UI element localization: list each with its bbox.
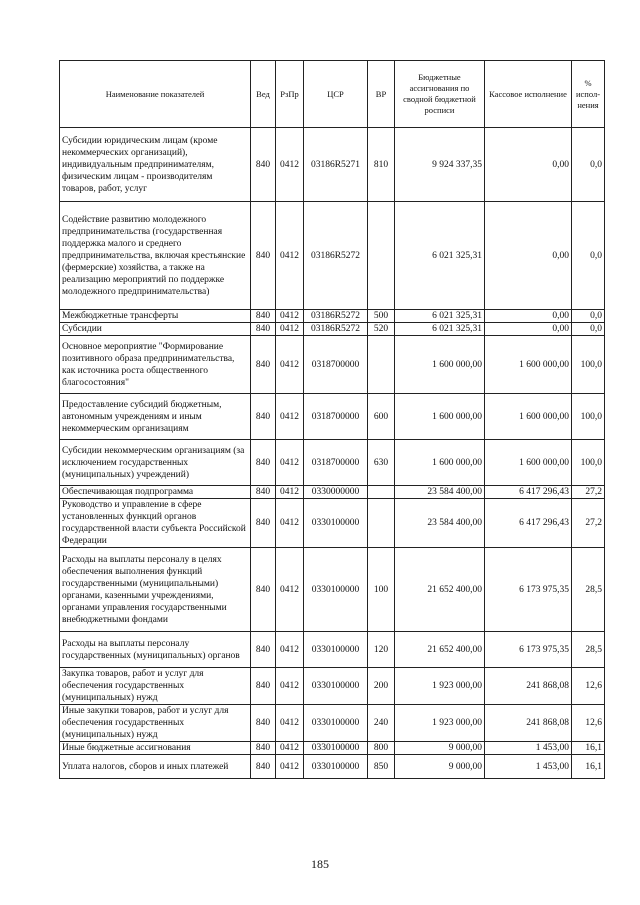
cell-rzpr: 0412 xyxy=(276,486,304,499)
cell-percent: 28,5 xyxy=(572,548,605,632)
cell-percent: 16,1 xyxy=(572,755,605,779)
cell-vr xyxy=(368,499,395,548)
cell-csr: 03186R5271 xyxy=(304,128,368,202)
cell-csr: 0330100000 xyxy=(304,755,368,779)
cell-vr: 630 xyxy=(368,440,395,486)
table-row xyxy=(60,705,605,742)
cell-rzpr: 0412 xyxy=(276,632,304,668)
cell-percent: 16,1 xyxy=(572,742,605,755)
cell-assignments: 1 600 000,00 xyxy=(395,440,485,486)
cell-cash-execution: 1 600 000,00 xyxy=(485,440,572,486)
cell-percent: 0,0 xyxy=(572,128,605,202)
header-csr: ЦСР xyxy=(304,61,368,128)
cell-cash-execution: 6 173 975,35 xyxy=(485,548,572,632)
cell-percent: 100,0 xyxy=(572,440,605,486)
cell-assignments: 9 000,00 xyxy=(395,755,485,779)
cell-ved: 840 xyxy=(251,668,276,705)
cell-csr: 0330100000 xyxy=(304,632,368,668)
cell-rzpr: 0412 xyxy=(276,668,304,705)
cell-percent: 28,5 xyxy=(572,632,605,668)
header-percent: % испол-нения xyxy=(572,61,605,128)
cell-ved: 840 xyxy=(251,705,276,742)
cell-rzpr: 0412 xyxy=(276,202,304,310)
cell-percent: 27,2 xyxy=(572,486,605,499)
cell-csr: 0330100000 xyxy=(304,499,368,548)
cell-percent: 0,0 xyxy=(572,202,605,310)
cell-name: Субсидии юридическим лицам (кроме некоммерческих организаций), индивидуальным предпринимателям, физическим лицам - производителям товаров, работ, услуг xyxy=(60,128,251,202)
cell-csr: 03186R5272 xyxy=(304,310,368,323)
table-header-row xyxy=(60,61,605,128)
cell-cash-execution: 0,00 xyxy=(485,323,572,336)
cell-name: Расходы на выплаты персоналу государственных (муниципальных) органов xyxy=(60,632,251,668)
cell-percent: 27,2 xyxy=(572,499,605,548)
cell-name: Закупка товаров, работ и услуг для обеспечения государственных (муниципальных) нужд xyxy=(60,668,251,705)
cell-assignments: 9 924 337,35 xyxy=(395,128,485,202)
table-row xyxy=(60,548,605,632)
table-row xyxy=(60,668,605,705)
cell-vr: 520 xyxy=(368,323,395,336)
cell-ved: 840 xyxy=(251,128,276,202)
cell-csr: 03186R5272 xyxy=(304,202,368,310)
cell-cash-execution: 6 417 296,43 xyxy=(485,499,572,548)
cell-assignments: 1 923 000,00 xyxy=(395,705,485,742)
table-row xyxy=(60,202,605,310)
cell-csr: 0330100000 xyxy=(304,668,368,705)
cell-percent: 12,6 xyxy=(572,705,605,742)
cell-cash-execution: 6 173 975,35 xyxy=(485,632,572,668)
cell-rzpr: 0412 xyxy=(276,742,304,755)
table-row xyxy=(60,742,605,755)
cell-ved: 840 xyxy=(251,310,276,323)
cell-vr: 600 xyxy=(368,394,395,440)
cell-ved: 840 xyxy=(251,202,276,310)
cell-cash-execution: 0,00 xyxy=(485,310,572,323)
cell-assignments: 23 584 400,00 xyxy=(395,486,485,499)
table-row xyxy=(60,755,605,779)
cell-rzpr: 0412 xyxy=(276,128,304,202)
cell-name: Содействие развитию молодежного предпринимательства (государственная поддержка малого и среднего предпринимательства, включая крестьянские (фермерские) хозяйства, а также на реализацию мероприятий по поддержке молодежного предпринимательства) xyxy=(60,202,251,310)
cell-name: Иные бюджетные ассигнования xyxy=(60,742,251,755)
cell-vr: 800 xyxy=(368,742,395,755)
header-rzpr: РзПр xyxy=(276,61,304,128)
table-row xyxy=(60,310,605,323)
cell-name: Уплата налогов, сборов и иных платежей xyxy=(60,755,251,779)
table-row xyxy=(60,128,605,202)
cell-rzpr: 0412 xyxy=(276,548,304,632)
cell-csr: 0330100000 xyxy=(304,705,368,742)
cell-rzpr: 0412 xyxy=(276,440,304,486)
cell-percent: 0,0 xyxy=(572,310,605,323)
cell-ved: 840 xyxy=(251,323,276,336)
cell-rzpr: 0412 xyxy=(276,705,304,742)
cell-ved: 840 xyxy=(251,499,276,548)
cell-ved: 840 xyxy=(251,394,276,440)
cell-cash-execution: 1 453,00 xyxy=(485,755,572,779)
cell-percent: 100,0 xyxy=(572,394,605,440)
cell-assignments: 1 600 000,00 xyxy=(395,394,485,440)
cell-cash-execution: 241 868,08 xyxy=(485,705,572,742)
table-row xyxy=(60,486,605,499)
table-body xyxy=(60,128,605,779)
cell-vr: 500 xyxy=(368,310,395,323)
cell-rzpr: 0412 xyxy=(276,323,304,336)
cell-assignments: 6 021 325,31 xyxy=(395,323,485,336)
cell-vr xyxy=(368,486,395,499)
table-row xyxy=(60,499,605,548)
cell-percent: 0,0 xyxy=(572,323,605,336)
cell-rzpr: 0412 xyxy=(276,755,304,779)
cell-ved: 840 xyxy=(251,548,276,632)
table-row xyxy=(60,394,605,440)
cell-cash-execution: 1 600 000,00 xyxy=(485,336,572,394)
cell-vr xyxy=(368,202,395,310)
cell-assignments: 23 584 400,00 xyxy=(395,499,485,548)
cell-ved: 840 xyxy=(251,440,276,486)
cell-ved: 840 xyxy=(251,755,276,779)
header-cash-execution: Кассовое исполнение xyxy=(485,61,572,128)
cell-percent: 100,0 xyxy=(572,336,605,394)
cell-vr: 850 xyxy=(368,755,395,779)
cell-name: Иные закупки товаров, работ и услуг для обеспечения государственных (муниципальных) нужд xyxy=(60,705,251,742)
cell-csr: 0330000000 xyxy=(304,486,368,499)
cell-rzpr: 0412 xyxy=(276,310,304,323)
header-assignments: Бюджетные ассигнования по сводной бюджетной росписи xyxy=(395,61,485,128)
cell-name: Межбюджетные трансферты xyxy=(60,310,251,323)
cell-name: Предоставление субсидий бюджетным, автономным учреждениям и иным некоммерческим организациям xyxy=(60,394,251,440)
cell-name: Субсидии некоммерческим организациям (за исключением государственных (муниципальных) учреждений) xyxy=(60,440,251,486)
budget-table xyxy=(59,60,605,779)
cell-assignments: 1 923 000,00 xyxy=(395,668,485,705)
cell-vr: 240 xyxy=(368,705,395,742)
table-row xyxy=(60,336,605,394)
cell-csr: 0330100000 xyxy=(304,742,368,755)
cell-ved: 840 xyxy=(251,486,276,499)
cell-name: Обеспечивающая подпрограмма xyxy=(60,486,251,499)
cell-name: Основное мероприятие "Формирование позитивного образа предпринимательства, как источника роста общественного благосостояния" xyxy=(60,336,251,394)
cell-cash-execution: 1 453,00 xyxy=(485,742,572,755)
cell-ved: 840 xyxy=(251,632,276,668)
header-name: Наименование показателей xyxy=(60,61,251,128)
cell-csr: 0318700000 xyxy=(304,440,368,486)
cell-assignments: 6 021 325,31 xyxy=(395,310,485,323)
page-number: 185 xyxy=(311,857,329,871)
cell-vr: 120 xyxy=(368,632,395,668)
cell-assignments: 9 000,00 xyxy=(395,742,485,755)
cell-cash-execution: 1 600 000,00 xyxy=(485,394,572,440)
cell-name: Субсидии xyxy=(60,323,251,336)
cell-csr: 0318700000 xyxy=(304,394,368,440)
cell-cash-execution: 6 417 296,43 xyxy=(485,486,572,499)
cell-cash-execution: 241 868,08 xyxy=(485,668,572,705)
cell-rzpr: 0412 xyxy=(276,336,304,394)
cell-percent: 12,6 xyxy=(572,668,605,705)
cell-vr xyxy=(368,336,395,394)
cell-vr: 810 xyxy=(368,128,395,202)
cell-ved: 840 xyxy=(251,742,276,755)
cell-assignments: 21 652 400,00 xyxy=(395,632,485,668)
cell-rzpr: 0412 xyxy=(276,499,304,548)
cell-assignments: 1 600 000,00 xyxy=(395,336,485,394)
cell-cash-execution: 0,00 xyxy=(485,202,572,310)
cell-csr: 0330100000 xyxy=(304,548,368,632)
table-row xyxy=(60,323,605,336)
cell-name: Руководство и управление в сфере установленных функций органов государственной власти субъекта Российской Федерации xyxy=(60,499,251,548)
cell-cash-execution: 0,00 xyxy=(485,128,572,202)
cell-assignments: 6 021 325,31 xyxy=(395,202,485,310)
table-row xyxy=(60,632,605,668)
cell-ved: 840 xyxy=(251,336,276,394)
cell-vr: 200 xyxy=(368,668,395,705)
cell-csr: 0318700000 xyxy=(304,336,368,394)
header-ved: Вед xyxy=(251,61,276,128)
cell-vr: 100 xyxy=(368,548,395,632)
cell-name: Расходы на выплаты персоналу в целях обеспечения выполнения функций государственными (муниципальными) органами, казенными учреждениями, органами управления государственными внебюджетными фондами xyxy=(60,548,251,632)
table-row xyxy=(60,440,605,486)
cell-csr: 03186R5272 xyxy=(304,323,368,336)
header-vr: ВР xyxy=(368,61,395,128)
cell-rzpr: 0412 xyxy=(276,394,304,440)
cell-assignments: 21 652 400,00 xyxy=(395,548,485,632)
